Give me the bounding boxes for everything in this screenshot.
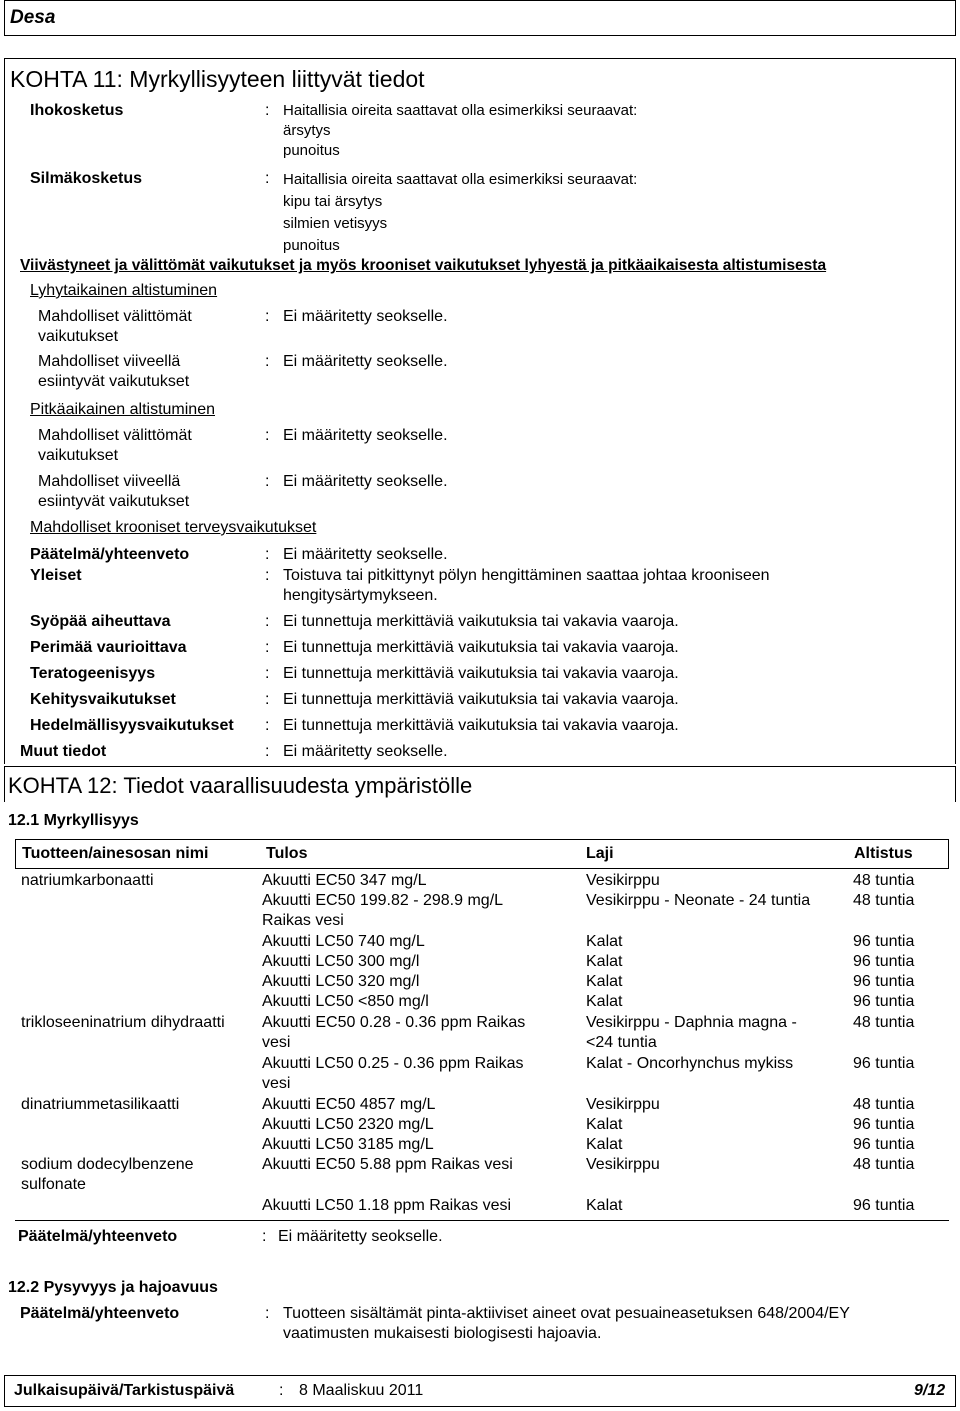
footer-date-label: Julkaisupäivä/Tarkistuspäivä <box>14 1382 235 1399</box>
cell-line: Akuutti EC50 347 mg/L <box>262 872 427 889</box>
teratogenicity-label: Teratogeenisyys <box>30 665 156 682</box>
other-info-value: Ei määritetty seokselle. <box>283 743 448 760</box>
cell-line: Kalat <box>586 993 623 1010</box>
toxicity-heading: 12.1 Myrkyllisyys <box>8 812 139 829</box>
persistence-line: vaatimusten mukaisesti biologisesti hajoavia. <box>283 1325 602 1342</box>
eye-line: Haitallisia oireita saattavat olla esimerkiksi seuraavat: <box>283 171 638 188</box>
colon: : <box>265 1305 270 1322</box>
skin-contact-lines <box>283 101 637 161</box>
table-header-exposure: Altistus <box>854 845 913 862</box>
cell-line: dinatriummetasilikaatti <box>21 1096 180 1113</box>
table-cell-result <box>262 1155 513 1175</box>
cell-line: Akuutti LC50 2320 mg/L <box>262 1116 434 1133</box>
table-cell-species <box>586 1196 622 1216</box>
label-line: esiintyvät vaikutukset <box>38 373 190 390</box>
short-immediate-value: Ei määritetty seokselle. <box>283 308 448 325</box>
long-immediate-value: Ei määritetty seokselle. <box>283 427 448 444</box>
table-cell-species <box>586 1013 797 1053</box>
table-header-name: Tuotteen/ainesosan nimi <box>22 845 209 862</box>
table-cell-species <box>586 952 622 972</box>
table-cell-name <box>21 871 154 891</box>
colon: : <box>279 1382 284 1399</box>
colon: : <box>265 691 270 708</box>
colon: : <box>265 613 270 630</box>
general-value <box>283 566 770 606</box>
cell-line: Kalat <box>586 1116 623 1133</box>
fertility-value: Ei tunnettuja merkittäviä vaikutuksia tai vakavia vaaroja. <box>283 717 679 734</box>
section-11-title: KOHTA 11: Myrkyllisyyteen liittyvät tiedot <box>10 66 425 92</box>
cell-line: natriumkarbonaatti <box>21 872 154 889</box>
table-cell-result <box>262 1054 523 1094</box>
cell-line: Akuutti EC50 5.88 ppm Raikas vesi <box>262 1156 513 1173</box>
carcinogenicity-label: Syöpää aiheuttava <box>30 613 171 630</box>
chronic-conclusion-value: Ei määritetty seokselle. <box>283 546 448 563</box>
colon: : <box>265 473 270 490</box>
cell-line: Vesikirppu - Daphnia magna - <box>586 1014 797 1031</box>
cell-line: Kalat <box>586 1197 623 1214</box>
cell-line: Akuutti LC50 300 mg/l <box>262 953 420 970</box>
table-cell-exposure: 96 tuntia <box>853 973 915 990</box>
table-cell-species <box>586 871 660 891</box>
table-cell-exposure: 48 tuntia <box>853 892 915 909</box>
table-cell-exposure: 96 tuntia <box>853 1197 915 1214</box>
eye-line: kipu tai ärsytys <box>283 193 383 210</box>
toxicity-conclusion-value: Ei määritetty seokselle. <box>278 1228 443 1245</box>
table-cell-name <box>21 1013 225 1033</box>
eye-line: punoitus <box>283 237 340 254</box>
developmental-label: Kehitysvaikutukset <box>30 691 176 708</box>
table-cell-result <box>262 1013 525 1053</box>
persistence-label: Päätelmä/yhteenveto <box>20 1305 180 1322</box>
short-delayed-value: Ei määritetty seokselle. <box>283 353 448 370</box>
cell-line: Kalat <box>586 1136 623 1153</box>
cell-line: Akuutti LC50 320 mg/l <box>262 973 420 990</box>
table-cell-result <box>262 992 429 1012</box>
short-term-heading: Lyhytaikainen altistuminen <box>30 282 218 299</box>
table-cell-result <box>262 972 419 992</box>
company-name: Desa <box>10 7 56 28</box>
table-bottom-rule <box>15 1220 949 1221</box>
table-cell-species <box>586 1135 622 1155</box>
mutagenicity-value: Ei tunnettuja merkittäviä vaikutuksia tai vakavia vaaroja. <box>283 639 679 656</box>
skin-line: ärsytys <box>283 122 331 139</box>
table-cell-exposure: 96 tuntia <box>853 1055 915 1072</box>
table-cell-result <box>262 932 425 952</box>
long-delayed-label <box>38 472 189 512</box>
cell-line: Akuutti LC50 740 mg/L <box>262 933 425 950</box>
short-delayed-label <box>38 352 189 392</box>
table-cell-species <box>586 972 622 992</box>
colon: : <box>262 1228 267 1245</box>
cell-line: <24 tuntia <box>586 1034 657 1051</box>
label-line: vaikutukset <box>38 328 119 345</box>
header-box <box>4 0 956 36</box>
table-cell-species <box>586 1115 622 1135</box>
label-line: esiintyvät vaikutukset <box>38 493 190 510</box>
table-cell-result <box>262 1196 511 1216</box>
footer-date-value: 8 Maaliskuu 2011 <box>299 1382 424 1399</box>
teratogenicity-value: Ei tunnettuja merkittäviä vaikutuksia tai vakavia vaaroja. <box>283 665 679 682</box>
toxicity-conclusion-label: Päätelmä/yhteenveto <box>18 1228 178 1245</box>
cell-line: Kalat - Oncorhynchus mykiss <box>586 1055 794 1072</box>
table-cell-result <box>262 1115 434 1135</box>
cell-line: Vesikirppu - Neonate - 24 tuntia <box>586 892 811 909</box>
short-immediate-label <box>38 307 192 347</box>
delayed-effects-heading: Viivästyneet ja välittömät vaikutukset ja myös krooniset vaikutukset lyhyestä ja pitkäaikaisesta altistumisesta <box>20 257 827 274</box>
table-cell-name <box>21 1095 179 1115</box>
cell-line: Kalat <box>586 973 623 990</box>
cell-line: Akuutti LC50 1.18 ppm Raikas vesi <box>262 1197 512 1214</box>
cell-line: Kalat <box>586 953 623 970</box>
colon: : <box>265 170 270 187</box>
colon: : <box>265 546 270 563</box>
label-line: Mahdolliset välittömät <box>38 427 192 444</box>
colon: : <box>265 743 270 760</box>
table-cell-result <box>262 1095 435 1115</box>
general-label: Yleiset <box>30 567 82 584</box>
colon: : <box>265 717 270 734</box>
cell-line: Raikas vesi <box>262 912 344 929</box>
fertility-label: Hedelmällisyysvaikutukset <box>30 717 234 734</box>
cell-line: Akuutti LC50 <850 mg/l <box>262 993 429 1010</box>
label-line: Mahdolliset välittömät <box>38 308 192 325</box>
developmental-value: Ei tunnettuja merkittäviä vaikutuksia tai vakavia vaaroja. <box>283 691 679 708</box>
cell-line: Akuutti LC50 0.25 - 0.36 ppm Raikas <box>262 1055 524 1072</box>
eye-line: silmien vetisyys <box>283 215 388 232</box>
general-line: Toistuva tai pitkittynyt pölyn hengittäminen saattaa johtaa krooniseen <box>283 567 770 584</box>
skin-line: punoitus <box>283 142 340 159</box>
persistence-heading: 12.2 Pysyvyys ja hajoavuus <box>8 1279 218 1296</box>
table-cell-exposure: 48 tuntia <box>853 872 915 889</box>
long-term-heading: Pitkäaikainen altistuminen <box>30 401 215 418</box>
table-cell-species <box>586 1095 660 1115</box>
colon: : <box>265 353 270 370</box>
table-cell-exposure: 96 tuntia <box>853 993 915 1010</box>
table-cell-species <box>586 891 810 911</box>
eye-contact-label: Silmäkosketus <box>30 170 143 187</box>
section-12-title: KOHTA 12: Tiedot vaarallisuudesta ympäristölle <box>8 773 473 798</box>
cell-line: Akuutti EC50 4857 mg/L <box>262 1096 436 1113</box>
table-cell-exposure: 48 tuntia <box>853 1014 915 1031</box>
cell-line: Vesikirppu <box>586 872 660 889</box>
cell-line: Akuutti EC50 199.82 - 298.9 mg/L <box>262 892 504 909</box>
table-cell-exposure: 96 tuntia <box>853 1116 915 1133</box>
cell-line: sodium dodecylbenzene <box>21 1156 194 1173</box>
general-line: hengitysärtymykseen. <box>283 587 438 604</box>
colon: : <box>265 427 270 444</box>
table-cell-exposure: 48 tuntia <box>853 1096 915 1113</box>
chronic-heading: Mahdolliset krooniset terveysvaikutukset <box>30 519 317 536</box>
table-header-species: Laji <box>586 845 614 862</box>
footer-page-number: 9/12 <box>914 1382 946 1399</box>
persistence-line: Tuotteen sisältämät pinta-aktiiviset aineet ovat pesuaineasetuksen 648/2004/EY <box>283 1305 850 1322</box>
table-cell-exposure: 96 tuntia <box>853 933 915 950</box>
colon: : <box>265 567 270 584</box>
skin-line: Haitallisia oireita saattavat olla esimerkiksi seuraavat: <box>283 102 638 119</box>
persistence-value <box>283 1304 850 1344</box>
label-line: vaikutukset <box>38 447 119 464</box>
table-cell-species <box>586 1054 793 1074</box>
cell-line: trikloseeninatrium dihydraatti <box>21 1014 225 1031</box>
skin-contact-label: Ihokosketus <box>30 102 124 119</box>
table-cell-result <box>262 891 503 931</box>
long-immediate-label <box>38 426 192 466</box>
table-cell-exposure: 96 tuntia <box>853 953 915 970</box>
table-cell-species <box>586 992 622 1012</box>
table-cell-species <box>586 932 622 952</box>
cell-line: vesi <box>262 1034 291 1051</box>
cell-line: vesi <box>262 1075 291 1092</box>
eye-contact-lines <box>283 169 637 257</box>
cell-line: Vesikirppu <box>586 1156 660 1173</box>
long-delayed-value: Ei määritetty seokselle. <box>283 473 448 490</box>
cell-line: Vesikirppu <box>586 1096 660 1113</box>
table-cell-result <box>262 871 427 891</box>
label-line: Mahdolliset viiveellä <box>38 353 181 370</box>
colon: : <box>265 665 270 682</box>
table-cell-species <box>586 1155 660 1175</box>
table-cell-name <box>21 1155 194 1195</box>
colon: : <box>265 308 270 325</box>
chronic-conclusion-label: Päätelmä/yhteenveto <box>30 546 190 563</box>
other-info-label: Muut tiedot <box>20 743 107 760</box>
cell-line: Akuutti LC50 3185 mg/L <box>262 1136 434 1153</box>
colon: : <box>265 102 270 119</box>
table-cell-result <box>262 1135 434 1155</box>
table-cell-exposure: 96 tuntia <box>853 1136 915 1153</box>
mutagenicity-label: Perimää vaurioittava <box>30 639 187 656</box>
cell-line: sulfonate <box>21 1176 86 1193</box>
colon: : <box>265 639 270 656</box>
carcinogenicity-value: Ei tunnettuja merkittäviä vaikutuksia tai vakavia vaaroja. <box>283 613 679 630</box>
table-header-result: Tulos <box>266 845 308 862</box>
table-cell-exposure: 48 tuntia <box>853 1156 915 1173</box>
cell-line: Akuutti EC50 0.28 - 0.36 ppm Raikas <box>262 1014 526 1031</box>
table-cell-result <box>262 952 419 972</box>
label-line: Mahdolliset viiveellä <box>38 473 181 490</box>
cell-line: Kalat <box>586 933 623 950</box>
